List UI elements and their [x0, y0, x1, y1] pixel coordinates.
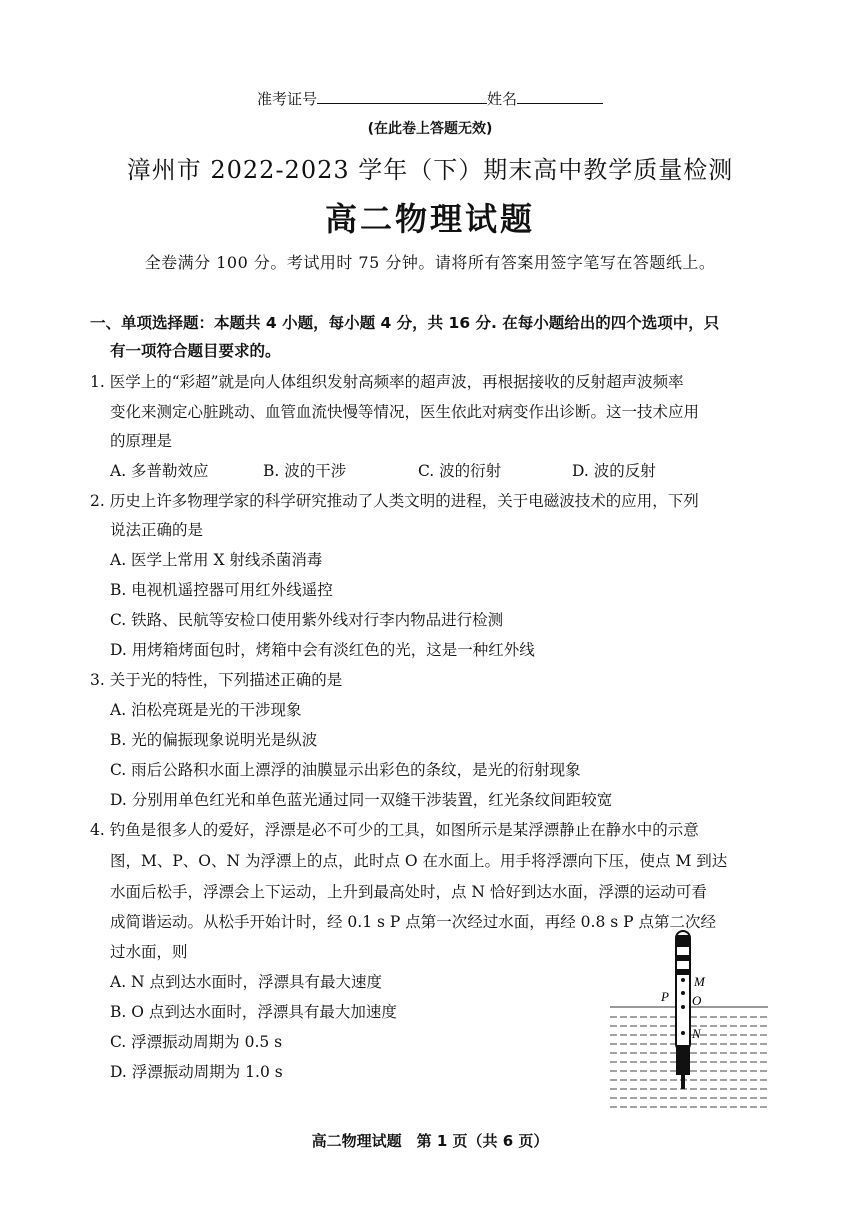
q3-option-d: D. 分别用单色红光和单色蓝光通过同一双缝干涉装置，红光条纹间距较宽 [110, 791, 613, 809]
q1-option-d: D. 波的反射 [572, 462, 656, 480]
q4-stem-line1: 4. 钓鱼是很多人的爱好，浮漂是必不可少的工具，如图所示是某浮漂静止在静水中的示意 [90, 821, 699, 839]
exam-id-label: 准考证号 [256, 90, 317, 108]
exam-instructions: 全卷满分 100 分。考试用时 75 分钟。请将所有答案用签字笔写在答题纸上。 [144, 253, 716, 272]
q3-option-c: C. 雨后公路积水面上漂浮的油膜显示出彩色的条纹，是光的衍射现象 [110, 761, 581, 779]
exam-title: 漳州市 2022-2023 学年（下）期末高中教学质量检测 [126, 156, 734, 184]
q4-stem-line2: 图，M、P、O、N 为浮漂上的点，此时点 O 在水面上。用手将浮漂向下压，使点 M 到达 [110, 852, 728, 870]
candidate-info-line [0, 88, 860, 109]
q2-option-c: C. 铁路、民航等安检口使用紫外线对行李内物品进行检测 [110, 611, 504, 629]
q1-option-a: A. 多普勒效应 [110, 462, 209, 480]
q2-option-d: D. 用烤箱烤面包时，烤箱中会有淡红色的光，这是一种红外线 [110, 641, 535, 659]
point-o [681, 1005, 685, 1009]
float-body [676, 931, 690, 1089]
q1-stem-line2: 变化来测定心脏跳动、血管血流快慢等情况，医生依此对病变作出诊断。这一技术应用 [110, 403, 700, 421]
label-n: N [692, 1026, 701, 1041]
q4-option-d: D. 浮漂振动周期为 1.0 s [110, 1063, 283, 1081]
q2-option-b: B. 电视机遥控器可用红外线遥控 [110, 581, 333, 599]
float-diagram [606, 925, 776, 1120]
section-heading-line1: 一、单项选择题：本题共 4 小题，每小题 4 分，共 16 分. 在每小题给出的四个选项中，只 [90, 314, 720, 332]
section-heading-line2: 有一项符合题目要求的。 [110, 342, 281, 360]
label-m: M [694, 974, 705, 989]
q3-option-a: A. 泊松亮斑是光的干涉现象 [110, 701, 302, 719]
q3-option-b: B. 光的偏振现象说明光是纵波 [110, 731, 318, 749]
q1-option-c: C. 波的衍射 [418, 462, 502, 480]
exam-id-blank [317, 89, 487, 104]
q1-stem-line1: 1. 医学上的“彩超”就是向人体组织发射高频率的超声波，再根据接收的反射超声波频率 [90, 373, 684, 391]
paper-title: 高二物理试题 [324, 200, 535, 238]
q2-stem-line1: 2. 历史上许多物理学家的科学研究推动了人类文明的进程，关于电磁波技术的应用，下列 [90, 492, 699, 510]
q3-stem-line1: 3. 关于光的特性，下列描述正确的是 [90, 671, 343, 689]
q4-stem-line3: 水面后松手，浮漂会上下运动，上升到最高处时，点 N 恰好到达水面，浮漂的运动可看 [110, 883, 707, 901]
q4-stem-line4: 成简谐运动。从松手开始计时，经 0.1 s P 点第一次经过水面，再经 0.8 s P 点第二次经 [110, 913, 716, 931]
point-p [681, 991, 685, 995]
q2-option-a: A. 医学上常用 X 射线杀菌消毒 [110, 551, 323, 569]
label-p: P [661, 989, 669, 1004]
point-n [681, 1031, 685, 1035]
name-blank [517, 89, 603, 104]
label-o: O [692, 993, 702, 1008]
q4-option-a: A. N 点到达水面时，浮漂具有最大速度 [110, 973, 383, 991]
page-footer: 高二物理试题 第 1 页（共 6 页） [311, 1132, 549, 1150]
name-label: 姓名 [487, 90, 518, 108]
q2-stem-line2: 说法正确的是 [110, 521, 204, 539]
q4-stem-line5: 过水面，则 [110, 943, 188, 961]
q1-stem-line3: 的原理是 [110, 432, 173, 450]
point-m [681, 978, 685, 982]
q4-option-b: B. O 点到达水面时，浮漂具有最大加速度 [110, 1003, 397, 1021]
invalid-answer-notice: (在此卷上答题无效) [367, 121, 493, 137]
q1-option-b: B. 波的干涉 [263, 462, 347, 480]
q4-option-c: C. 浮漂振动周期为 0.5 s [110, 1033, 283, 1051]
